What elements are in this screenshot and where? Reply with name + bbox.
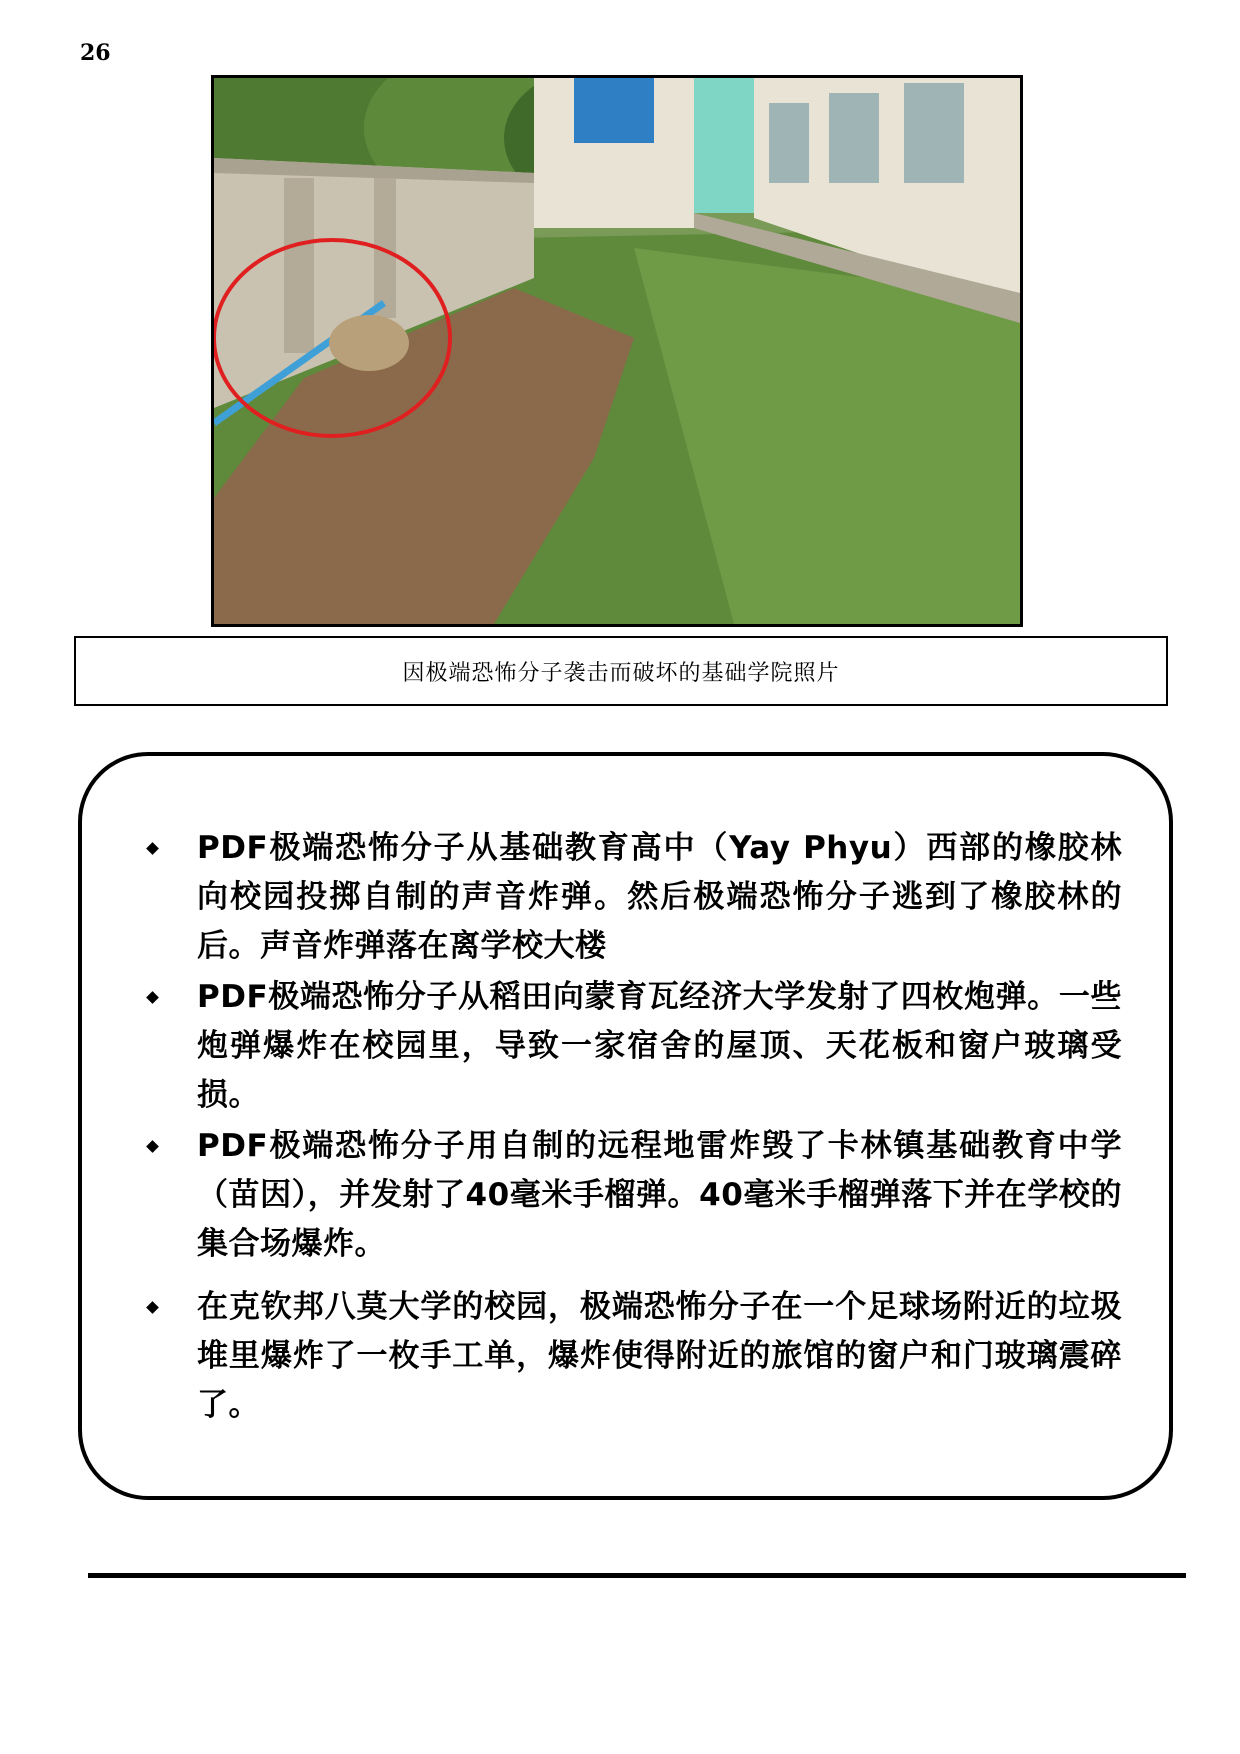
page-number: 26: [80, 40, 111, 66]
diamond-bullet-icon: [146, 1140, 159, 1153]
list-item: [122, 1283, 1122, 1430]
diamond-bullet-icon: [146, 1301, 159, 1314]
list-item: [122, 824, 1122, 971]
list-item: [122, 1122, 1122, 1269]
list-item-text: 在克钦邦八莫大学的校园，极端恐怖分子在一个足球场附近的垃圾堆里爆炸了一枚手工单，爆炸使得附近的旅馆的窗户和门玻璃震碎了。: [197, 1289, 1122, 1423]
photo-caption: 因极端恐怖分子袭击而破坏的基础学院照片: [74, 636, 1168, 706]
list-item-text: PDF极端恐怖分子用自制的远程地雷炸毁了卡林镇基础教育中学（苗因），并发射了40毫米手榴弹。40毫米手榴弹落下并在学校的集合场爆炸。: [197, 1128, 1122, 1262]
bottom-divider: [88, 1573, 1186, 1578]
incident-list: [122, 824, 1122, 1430]
diamond-bullet-icon: [146, 842, 159, 855]
incident-list-box: [78, 752, 1173, 1500]
list-item: [122, 973, 1122, 1120]
photo-illustration: [214, 78, 1020, 624]
list-item-text: PDF极端恐怖分子从稻田向蒙育瓦经济大学发射了四枚炮弹。一些炮弹爆炸在校园里，导致一家宿舍的屋顶、天花板和窗户玻璃受损。: [197, 979, 1122, 1113]
damaged-school-photo: [211, 75, 1023, 627]
list-item-text: PDF极端恐怖分子从基础教育高中（Yay Phyu）西部的橡胶林向校园投掷自制的声音炸弹。然后极端恐怖分子逃到了橡胶林的后。声音炸弹落在离学校大楼: [197, 830, 1122, 964]
diamond-bullet-icon: [146, 991, 159, 1004]
